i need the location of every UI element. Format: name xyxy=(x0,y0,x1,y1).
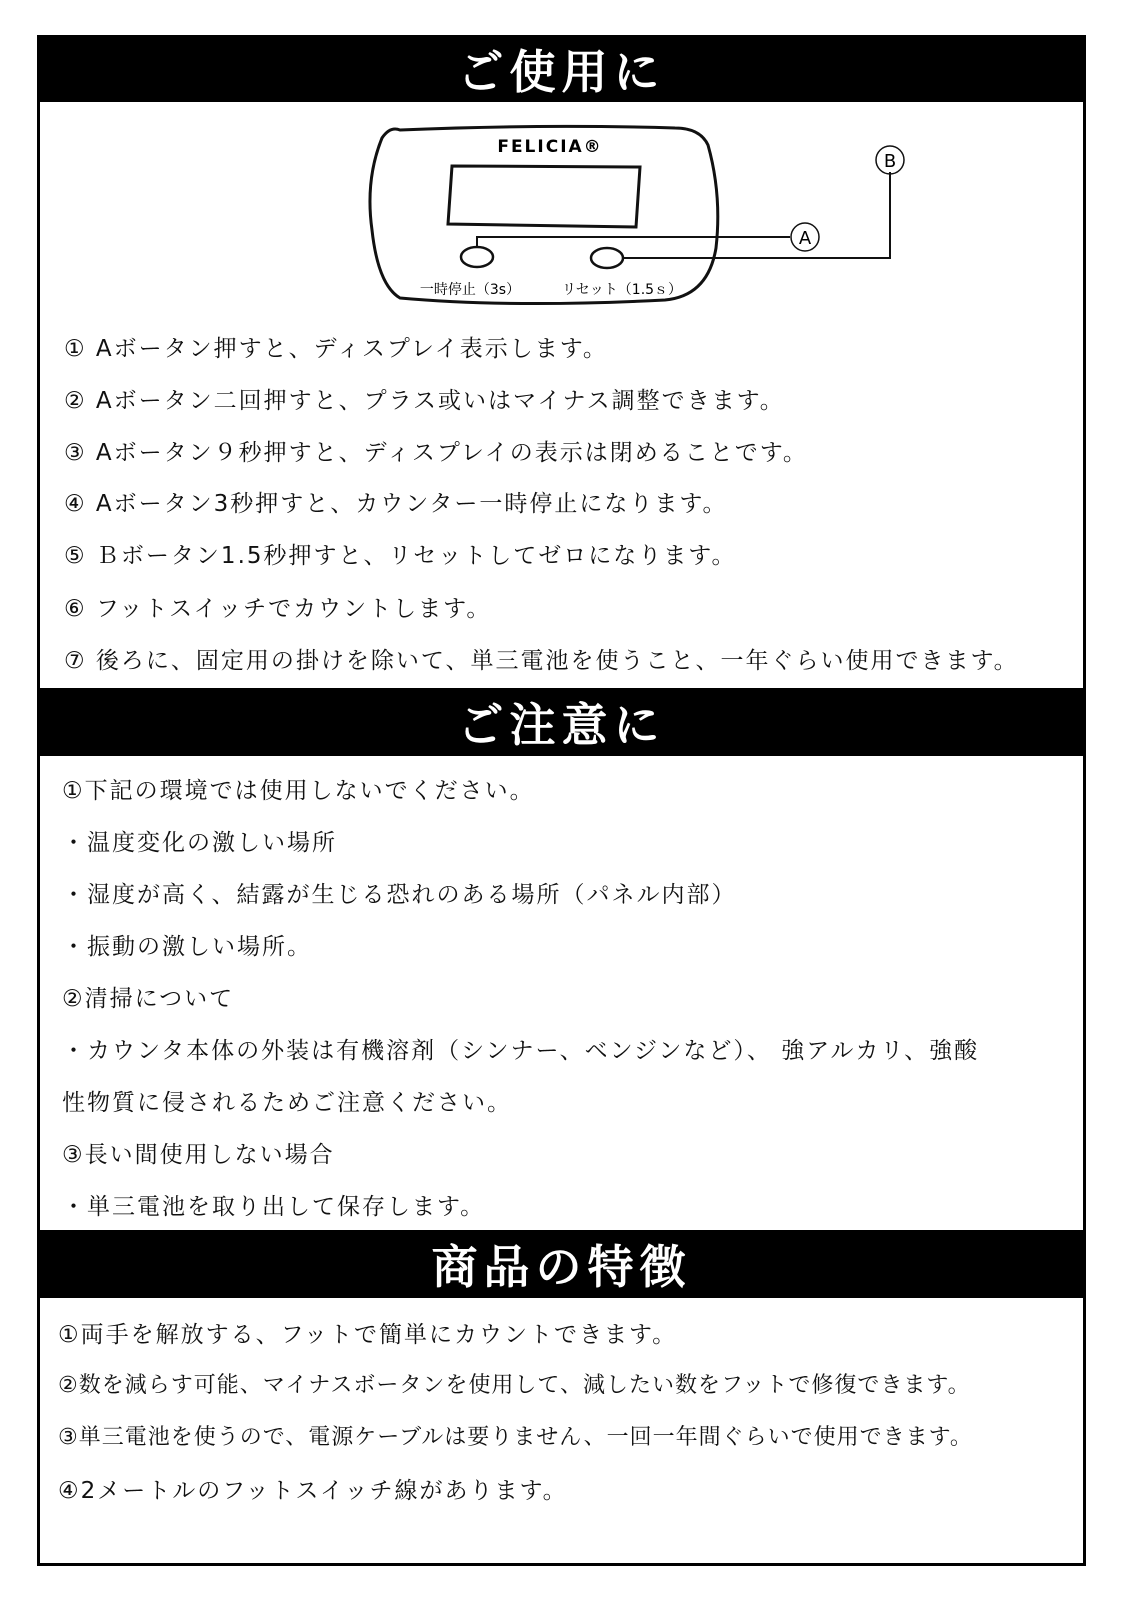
button-b-caption: リセット（1.5ｓ） xyxy=(561,282,683,298)
usage-item: ⑤ Ｂボータン1.5秒押すと、リセットしてゼロになります。 xyxy=(64,543,737,569)
usage-title: ご使用に xyxy=(457,44,666,99)
features-item: ②数を減らす可能、マイナスボータンを使用して、減したい数をフットで修復できます。 xyxy=(58,1373,971,1398)
caution-item: ・振動の激しい場所。 xyxy=(62,934,312,960)
caution-item: ②清掃について xyxy=(62,986,235,1012)
caution-header xyxy=(37,688,1086,756)
leader-line-a xyxy=(477,237,790,247)
usage-item: ② Aボータン二回押すと、プラス或いはマイナス調整できます。 xyxy=(64,388,785,414)
caution-item: ・湿度が高く、結露が生じる恐れのある場所（パネル内部） xyxy=(62,882,737,908)
label-b-text: B xyxy=(883,151,897,172)
leader-line-b xyxy=(623,172,890,258)
button-a-caption: 一時停止（3s） xyxy=(419,282,521,298)
caution-item: ・単三電池を取り出して保存します。 xyxy=(62,1194,486,1220)
usage-item: ⑦ 後ろに、固定用の掛けを除いて、単三電池を使うこと、一年ぐらい使用できます。 xyxy=(64,648,1019,674)
button-b-icon xyxy=(591,248,623,268)
label-a-text: A xyxy=(798,228,812,249)
device-diagram xyxy=(360,120,920,315)
usage-item: ④ Aボータン3秒押すと、カウンター一時停止になります。 xyxy=(64,491,728,517)
device-display xyxy=(448,166,640,227)
caution-title: ご注意に xyxy=(457,698,666,752)
features-title: 商品の特徴 xyxy=(431,1240,692,1294)
usage-item: ① Aボータン押すと、ディスプレイ表示します。 xyxy=(64,336,608,362)
usage-item: ③ Aボータン９秒押すと、ディスプレイの表示は閉めることです。 xyxy=(64,440,808,466)
button-a-icon xyxy=(461,247,493,267)
caution-item: 性物質に侵されるためご注意ください。 xyxy=(62,1090,512,1116)
caution-item: ・温度変化の激しい場所 xyxy=(62,830,337,856)
usage-header xyxy=(37,35,1086,102)
features-item: ①両手を解放する、フットで簡単にカウントできます。 xyxy=(58,1322,678,1348)
caution-item: ③長い間使用しない場合 xyxy=(62,1142,335,1168)
device-brand: FELICIA® xyxy=(497,137,603,157)
usage-item: ⑥ フットスイッチでカウントします。 xyxy=(64,596,492,622)
caution-item: ・カウンタ本体の外装は有機溶剤（シンナー、ベンジンなど）、 強アルカリ、強酸 xyxy=(62,1038,980,1064)
caution-item: ①下記の環境では使用しないでください。 xyxy=(62,778,535,804)
features-header xyxy=(37,1230,1086,1298)
features-item: ③単三電池を使うので、電源ケーブルは要りません、一回一年間ぐらいで使用できます。 xyxy=(58,1425,973,1450)
features-item: ④2メートルのフットスイッチ線があります。 xyxy=(58,1478,568,1504)
